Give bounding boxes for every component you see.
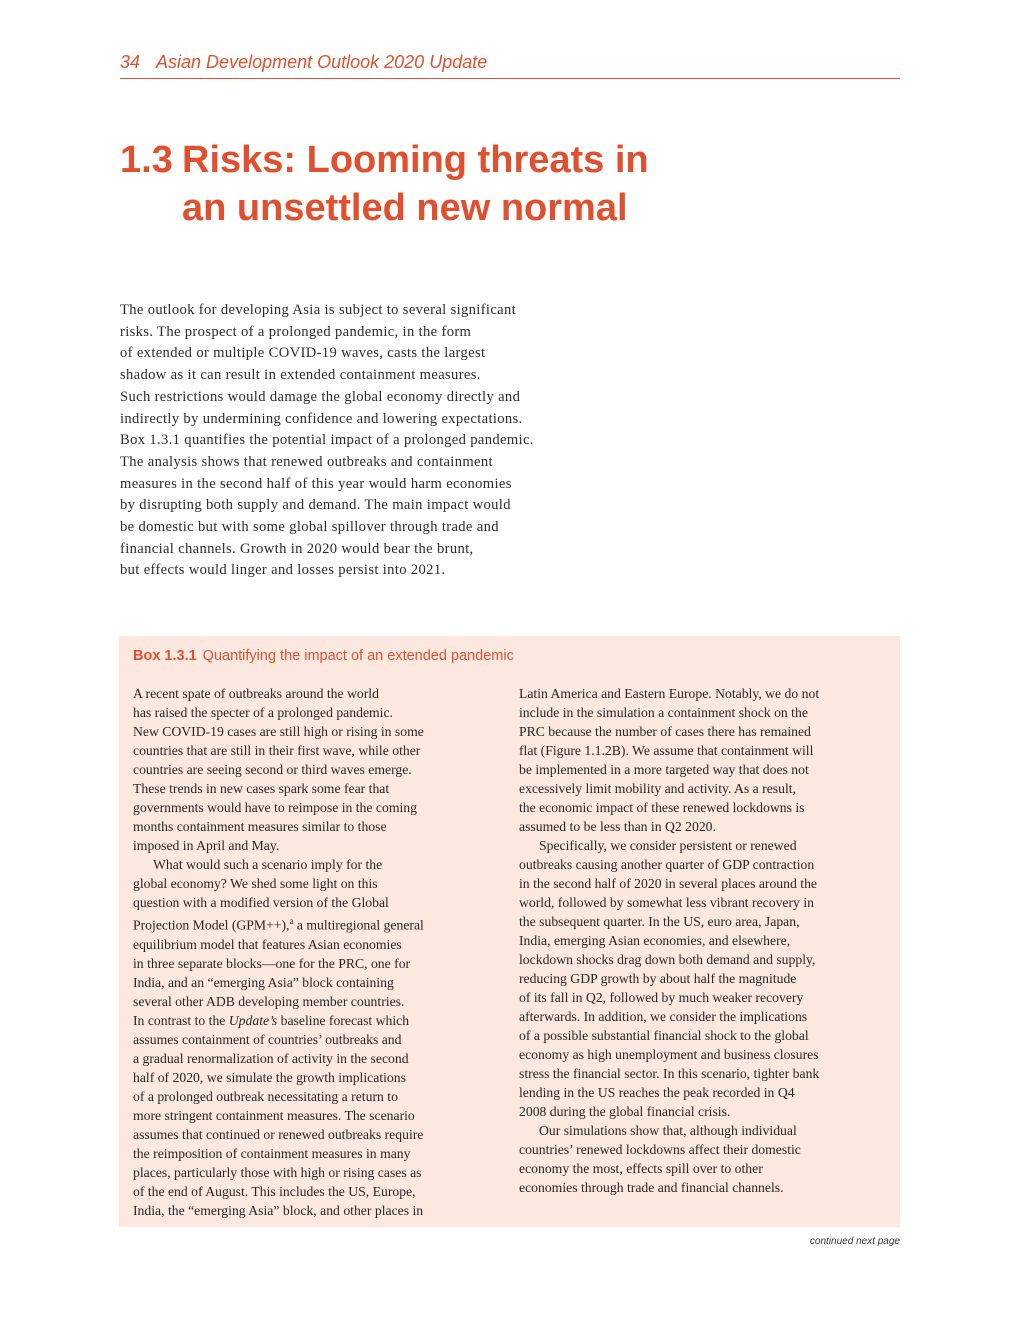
box-line: the economic impact of these renewed lockdowns is (519, 800, 805, 815)
box-line: flat (Figure 1.1.2B). We assume that containment will (519, 743, 814, 758)
box-line: economies through trade and financial channels. (519, 1180, 784, 1195)
box-line (133, 912, 498, 935)
intro-line: of extended or multiple COVID-19 waves, casts the largest (120, 345, 486, 362)
box-line: equilibrium model that features Asian economies (133, 936, 402, 952)
box-1-3-1 (119, 636, 900, 1227)
box-line (133, 1011, 498, 1030)
box-line: of a possible substantial financial shock to the global (519, 1028, 809, 1043)
box-line: New COVID-19 cases are still high or rising in some (133, 724, 424, 739)
intro-line: The outlook for developing Asia is subject to several significant (120, 302, 517, 318)
update-italic: Update’s (228, 1012, 278, 1028)
box-line: the subsequent quarter. In the US, euro area, Japan, (519, 914, 800, 929)
intro-line: financial channels. Growth in 2020 would bear the brunt, (120, 540, 474, 557)
box-line: a gradual renormalization of activity in the second (133, 1050, 409, 1066)
running-header (120, 52, 900, 79)
box-line: 2008 during the global financial crisis. (519, 1104, 731, 1119)
intro-line: Box 1.3.1 quantifies the potential impact of a prolonged pandemic. (120, 432, 534, 449)
box-line: assumes containment of countries’ outbreaks and (133, 1031, 402, 1047)
box-line-part: a multiregional general (293, 917, 424, 933)
box-line: afterwards. In addition, we consider the implications (519, 1009, 808, 1024)
box-line: Our simulations show that, although individual (539, 1123, 797, 1138)
box-label: Box 1.3.1 (133, 648, 197, 664)
intro-line: but effects would linger and losses persist into 2021. (120, 562, 446, 579)
box-line: global economy? We shed some light on this (133, 876, 378, 891)
box-line: months containment measures similar to those (133, 819, 387, 834)
box-line: countries that are still in their first wave, while other (133, 743, 421, 758)
box-line: in the second half of 2020 in several places around the (519, 876, 817, 891)
box-line: of a prolonged outbreak necessitating a return to (133, 1088, 398, 1104)
box-line: These trends in new cases spark some fear that (133, 781, 390, 796)
box-line: assumes that continued or renewed outbreaks require (133, 1126, 424, 1142)
box-line: governments would have to reimpose in the coming (133, 800, 417, 815)
continued-next-page: continued next page (809, 1236, 900, 1247)
box-line: of its fall in Q2, followed by much weaker recovery (519, 990, 804, 1005)
intro-line: be domestic but with some global spillover through trade and (120, 519, 499, 536)
box-line: Latin America and Eastern Europe. Notably, we do not (519, 686, 820, 701)
intro-line: measures in the second half of this year would harm economies (120, 475, 512, 492)
box-line: India, and an “emerging Asia” block containing (133, 974, 394, 990)
box-line: has raised the specter of a prolonged pandemic. (133, 705, 393, 720)
box-line: imposed in April and May. (133, 838, 280, 853)
box-line: world, followed by somewhat less vibrant recovery in (519, 895, 814, 910)
intro-line: indirectly by undermining confidence and lowering expectations. (120, 410, 523, 427)
box-line: stress the financial sector. In this scenario, tighter bank (519, 1066, 820, 1081)
box-line: countries are seeing second or third waves emerge. (133, 762, 412, 777)
intro-line: The analysis shows that renewed outbreaks and containment (120, 453, 493, 470)
box-line: be implemented in a more targeted way that does not (519, 762, 809, 777)
box-line: Specifically, we consider persistent or renewed (539, 838, 797, 853)
intro-line: risks. The prospect of a prolonged pandemic, in the form (120, 323, 472, 340)
section-heading-line-1: Risks: Looming threats in (182, 139, 649, 181)
box-right-column (519, 684, 891, 1197)
box-line: India, the “emerging Asia” block, and other places in (133, 1202, 424, 1218)
box-line: PRC because the number of cases there has remained (519, 724, 811, 739)
section-title (120, 136, 740, 232)
box-line: lockdown shocks drag down both demand and supply, (519, 952, 816, 967)
box-line: lending in the US reaches the peak recorded in Q4 (519, 1085, 795, 1100)
footnote-marker: a (289, 916, 294, 926)
box-line: more stringent containment measures. The scenario (133, 1107, 415, 1123)
box-line: reducing GDP growth by about half the magnitude (519, 971, 797, 986)
box-line: outbreaks causing another quarter of GDP contraction (519, 857, 815, 872)
section-heading (182, 136, 740, 232)
box-line: countries’ renewed lockdowns affect their domestic (519, 1142, 801, 1157)
intro-line: shadow as it can result in extended containment measures. (120, 367, 481, 384)
box-line: half of 2020, we simulate the growth implications (133, 1069, 406, 1085)
box-left-column (133, 684, 498, 1220)
box-line: excessively limit mobility and activity. As a result, (519, 781, 796, 796)
box-line: What would such a scenario imply for the (153, 857, 383, 872)
box-line: include in the simulation a containment shock on the (519, 705, 808, 720)
box-line: economy the most, effects spill over to other (519, 1161, 763, 1176)
intro-line: by disrupting both supply and demand. The main impact would (120, 497, 511, 514)
box-line-part: Projection Model (GPM++), (133, 917, 290, 933)
box-line: of the end of August. This includes the US, Europe, (133, 1183, 416, 1199)
box-line: assumed to be less than in Q2 2020. (519, 819, 716, 834)
page-number: 34 (120, 52, 141, 72)
box-line: the reimposition of containment measures in many (133, 1145, 411, 1161)
box-line: several other ADB developing member countries. (133, 993, 405, 1009)
box-line: India, emerging Asian economies, and elsewhere, (519, 933, 791, 948)
section-number: 1.3 (120, 139, 173, 181)
box-line: question with a modified version of the Global (133, 895, 389, 910)
box-line: A recent spate of outbreaks around the world (133, 686, 379, 701)
section-heading-line-2: an unsettled new normal (182, 187, 628, 229)
box-line: economy as high unemployment and business closures (519, 1047, 819, 1062)
box-line: in three separate blocks—one for the PRC, one for (133, 955, 411, 971)
box-line: places, particularly those with high or rising cases as (133, 1164, 422, 1180)
intro-paragraph (120, 300, 610, 582)
box-line-part: In contrast to the (133, 1012, 229, 1028)
publication-title: Asian Development Outlook 2020 Update (156, 52, 488, 72)
box-line-part: baseline forecast which (277, 1012, 410, 1028)
box-title (133, 648, 514, 664)
intro-line: Such restrictions would damage the global economy directly and (120, 388, 521, 405)
box-heading: Quantifying the impact of an extended pandemic (202, 648, 514, 664)
